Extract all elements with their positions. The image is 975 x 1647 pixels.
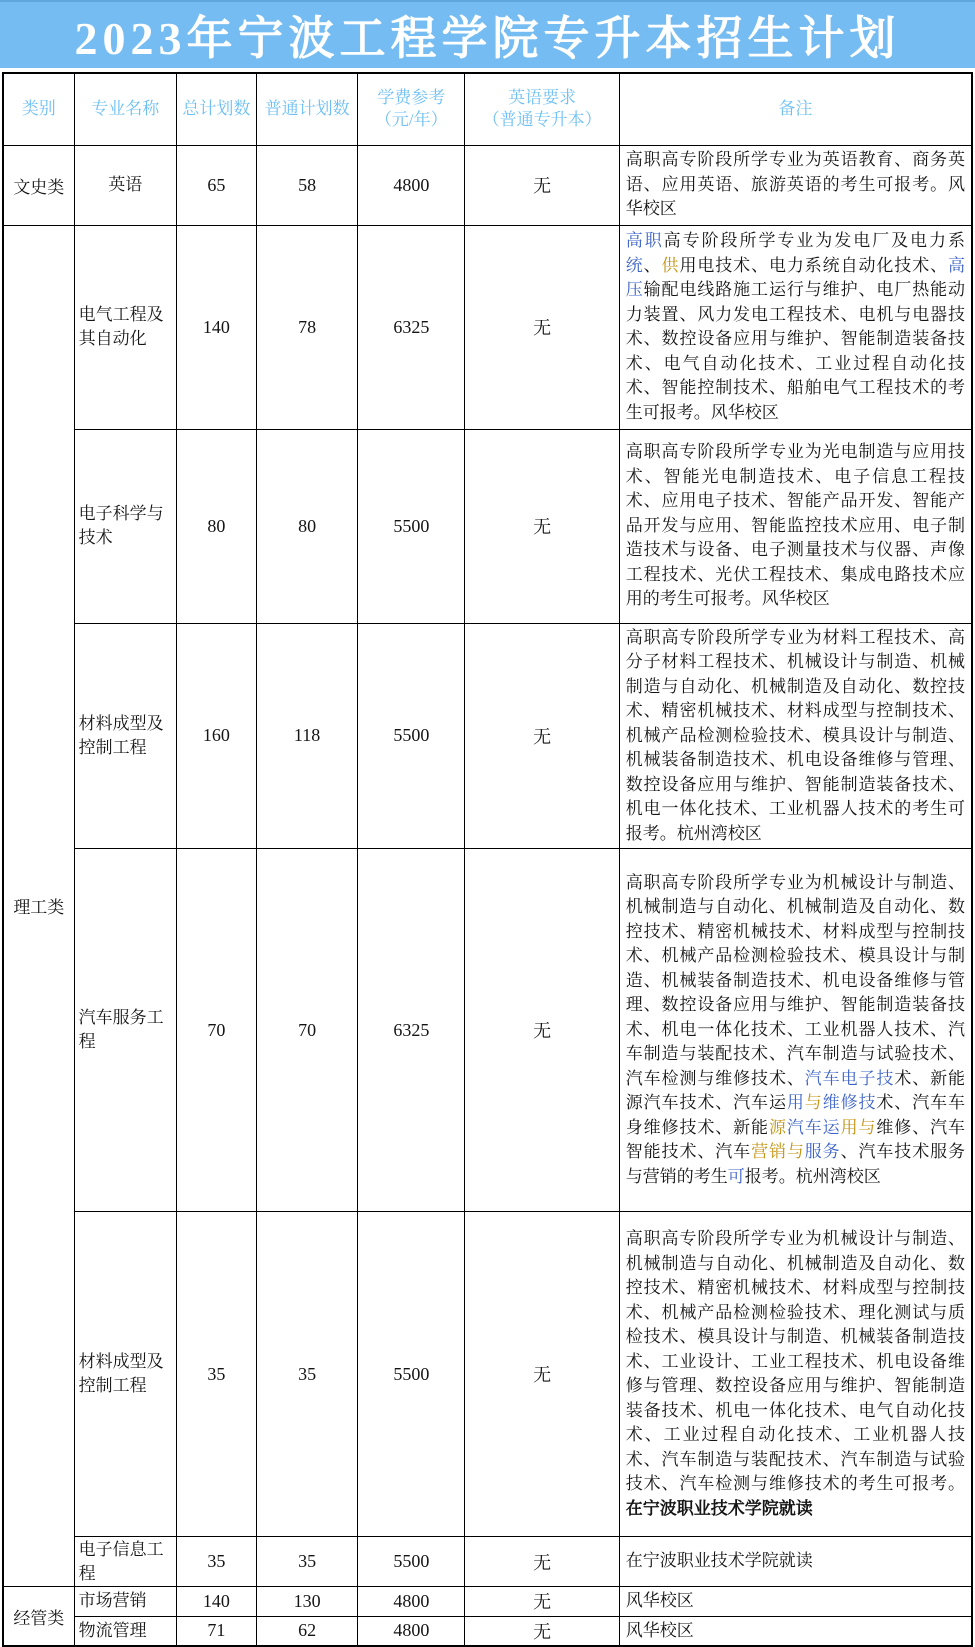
regular-plan-cell: 118	[257, 623, 358, 849]
total-plan-cell: 80	[176, 429, 256, 623]
regular-plan-cell: 35	[257, 1537, 358, 1587]
tuition-cell: 4800	[358, 1616, 465, 1646]
total-plan-cell: 70	[176, 849, 256, 1212]
header-english-requirement	[465, 73, 619, 145]
header-tuition	[358, 73, 465, 145]
header-category: 类别	[3, 73, 74, 145]
tuition-cell: 5500	[358, 1212, 465, 1537]
total-plan-cell: 35	[176, 1537, 256, 1587]
english-requirement-cell: 无	[465, 623, 619, 849]
total-plan-cell: 65	[176, 145, 256, 225]
regular-plan-cell: 80	[257, 429, 358, 623]
english-requirement-cell: 无	[465, 225, 619, 429]
table-row	[3, 1616, 972, 1646]
tuition-cell: 6325	[358, 225, 465, 429]
regular-plan-cell: 62	[257, 1616, 358, 1646]
remarks-cell: 高职高专阶段所学专业为材料工程技术、高分子材料工程技术、机械设计与制造、机械制造与自动化、机械制造及自动化、数控技术、精密机械技术、材料成型与控制技术、机械产品检测检验技术、模具设计与制造、机械装备制造技术、机电设备维修与管理、数控设备应用与维护、智能制造装备技术、机电一体化技术、工业机器人技术的考生可报考。杭州湾校区	[619, 623, 972, 849]
table-row	[3, 1212, 972, 1537]
header-regular-plan: 普通计划数	[257, 73, 358, 145]
total-plan-cell: 71	[176, 1616, 256, 1646]
remarks-cell: 风华校区	[619, 1587, 972, 1617]
major-cell: 材料成型及控制工程	[74, 623, 176, 849]
regular-plan-cell: 70	[257, 849, 358, 1212]
table-row	[3, 849, 972, 1212]
table-row	[3, 225, 972, 429]
major-cell: 汽车服务工程	[74, 849, 176, 1212]
english-requirement-cell: 无	[465, 1587, 619, 1617]
major-cell: 物流管理	[74, 1616, 176, 1646]
table-row	[3, 145, 972, 225]
major-cell: 电子信息工程	[74, 1537, 176, 1587]
english-requirement-cell: 无	[465, 1537, 619, 1587]
tuition-cell: 6325	[358, 849, 465, 1212]
table-row	[3, 1587, 972, 1617]
major-cell: 电子科学与技术	[74, 429, 176, 623]
remarks-cell: 高职高专阶段所学专业为机械设计与制造、机械制造与自动化、机械制造及自动化、数控技术、精密机械技术、材料成型与控制技术、机械产品检测检验技术、理化测试与质检技术、模具设计与制造、机械装备制造技术、工业设计、工业工程技术、机电设备维修与管理、数控设备应用与维护、智能制造装备技术、机电一体化技术、电气自动化技术、工业过程自动化技术、工业机器人技术、汽车制造与装配技术、汽车制造与试验技术、汽车检测与维修技术的考生可报考。在宁波职业技术学院就读	[619, 1212, 972, 1537]
total-plan-cell: 140	[176, 225, 256, 429]
category-cell-jingguan: 经管类	[3, 1587, 74, 1647]
enrollment-plan-table	[2, 72, 973, 1647]
total-plan-cell: 160	[176, 623, 256, 849]
remarks-cell: 高职高专阶段所学专业为英语教育、商务英语、应用英语、旅游英语的考生可报考。风华校区	[619, 145, 972, 225]
table-row	[3, 623, 972, 849]
header-english-line1: 英语要求	[508, 88, 577, 108]
regular-plan-cell: 58	[257, 145, 358, 225]
regular-plan-cell: 130	[257, 1587, 358, 1617]
english-requirement-cell: 无	[465, 1616, 619, 1646]
english-requirement-cell: 无	[465, 145, 619, 225]
remarks-cell: 高职高专阶段所学专业为发电厂及电力系统、供用电技术、电力系统自动化技术、高压输配电线路施工运行与维护、电厂热能动力装置、风力发电工程技术、电机与电器技术、数控设备应用与维护、智能制造装备技术、电气自动化技术、工业过程自动化技术、智能控制技术、船舶电气工程技术的考生可报考。风华校区	[619, 225, 972, 429]
remarks-cell: 风华校区	[619, 1616, 972, 1646]
table-row	[3, 1537, 972, 1587]
header-tuition-line1: 学费参考	[377, 88, 446, 108]
tuition-cell: 5500	[358, 1537, 465, 1587]
tuition-cell: 5500	[358, 429, 465, 623]
major-cell: 电气工程及其自动化	[74, 225, 176, 429]
english-requirement-cell: 无	[465, 849, 619, 1212]
header-remarks: 备注	[619, 73, 972, 145]
header-tuition-line2: （元/年）	[374, 110, 448, 130]
major-cell: 英语	[74, 145, 176, 225]
tuition-cell: 4800	[358, 145, 465, 225]
category-cell-wenshi: 文史类	[3, 145, 74, 225]
remarks-cell: 高职高专阶段所学专业为光电制造与应用技术、智能光电制造技术、电子信息工程技术、应用电子技术、智能产品开发、智能产品开发与应用、智能监控技术应用、电子制造技术与设备、电子测量技术与仪器、声像工程技术、光伏工程技术、集成电路技术应用的考生可报考。风华校区	[619, 429, 972, 623]
total-plan-cell: 35	[176, 1212, 256, 1537]
table-header-row	[3, 73, 972, 145]
header-total-plan: 总计划数	[176, 73, 256, 145]
major-cell: 材料成型及控制工程	[74, 1212, 176, 1537]
regular-plan-cell: 35	[257, 1212, 358, 1537]
regular-plan-cell: 78	[257, 225, 358, 429]
category-cell-ligong: 理工类	[3, 225, 74, 1587]
tuition-cell: 4800	[358, 1587, 465, 1617]
page-title: 2023年宁波工程学院专升本招生计划	[74, 13, 901, 64]
header-english-line2: （普通专升本）	[482, 110, 602, 130]
title-banner	[0, 0, 975, 68]
header-major: 专业名称	[74, 73, 176, 145]
tuition-cell: 5500	[358, 623, 465, 849]
english-requirement-cell: 无	[465, 1212, 619, 1537]
table-row	[3, 429, 972, 623]
major-cell: 市场营销	[74, 1587, 176, 1617]
total-plan-cell: 140	[176, 1587, 256, 1617]
remarks-cell: 高职高专阶段所学专业为机械设计与制造、机械制造与自动化、机械制造及自动化、数控技术、精密机械技术、材料成型与控制技术、机械产品检测检验技术、模具设计与制造、机械装备制造技术、机电设备维修与管理、数控设备应用与维护、智能制造装备技术、机电一体化技术、工业机器人技术、汽车制造与装配技术、汽车制造与试验技术、汽车检测与维修技术、汽车电子技术、新能源汽车技术、汽车运用与维修技术、汽车车身维修技术、新能源汽车运用与维修、汽车智能技术、汽车营销与服务、汽车技术服务与营销的考生可报考。杭州湾校区	[619, 849, 972, 1212]
remarks-cell: 在宁波职业技术学院就读	[619, 1537, 972, 1587]
english-requirement-cell: 无	[465, 429, 619, 623]
